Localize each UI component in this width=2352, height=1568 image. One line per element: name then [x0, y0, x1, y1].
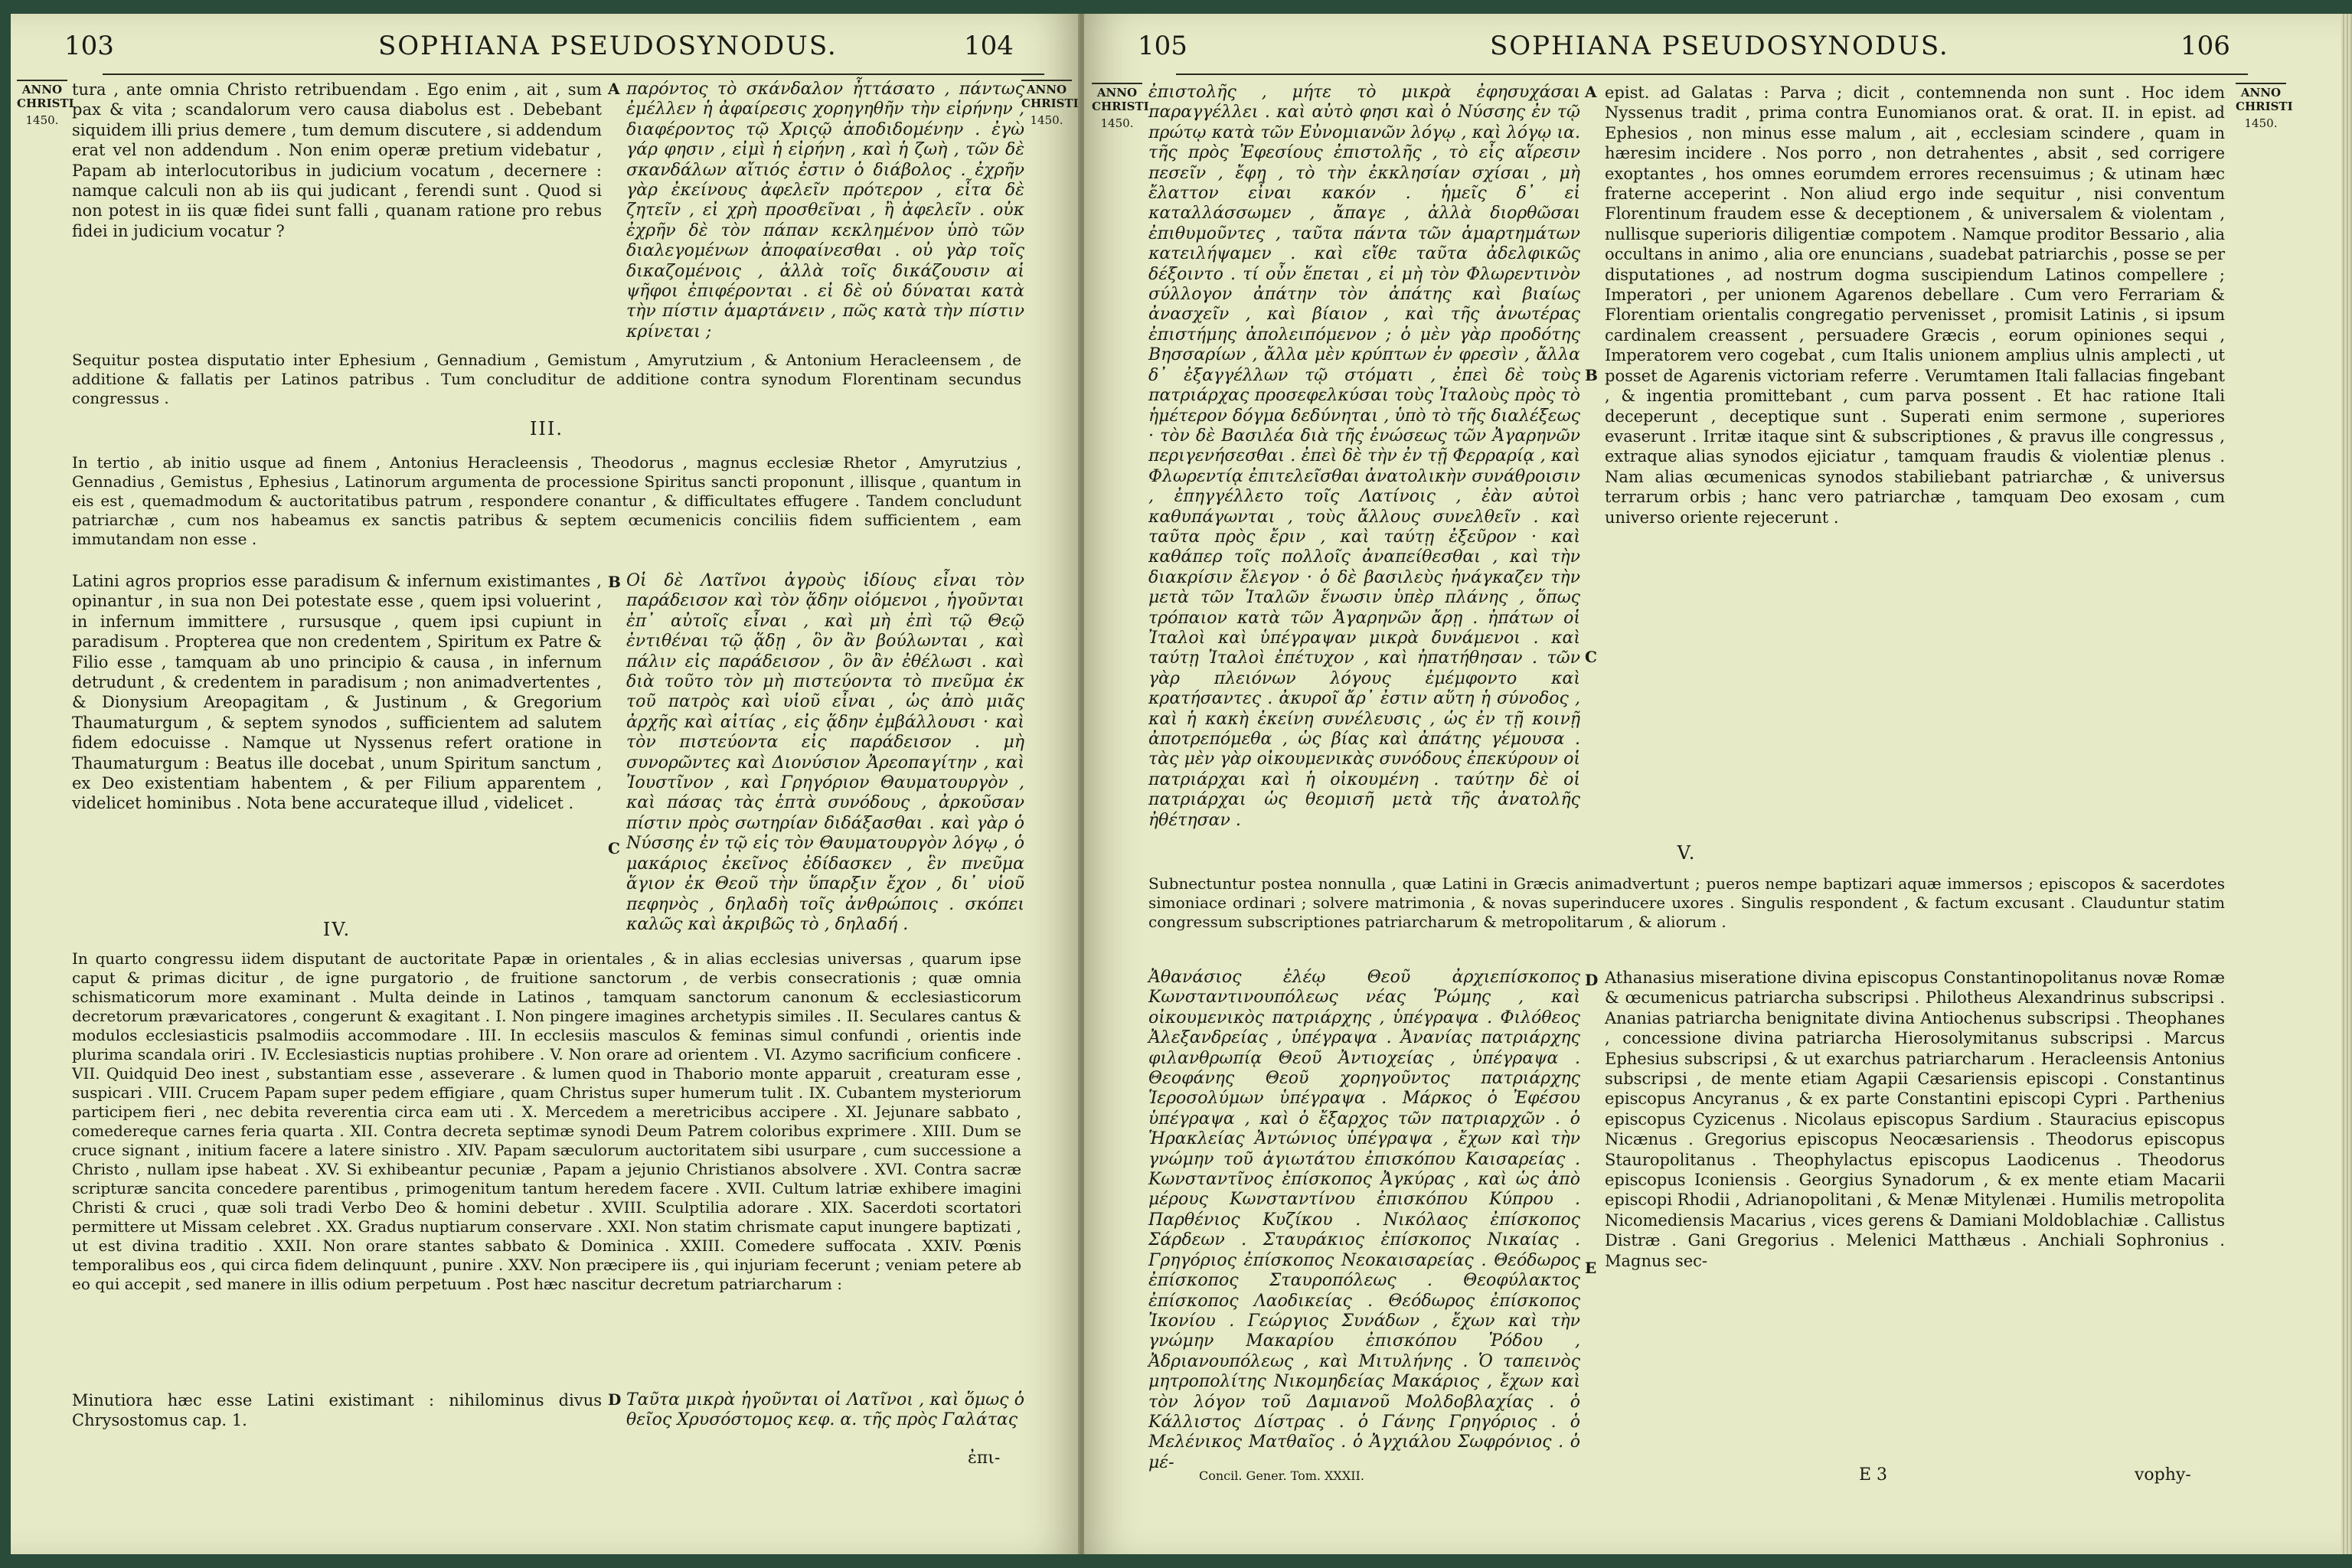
greek-column-top: ἐπιστολῆς , μήτε τὸ μικρὰ ἐφησυχάσαι παραγγέλλει . καὶ αὐτὸ φησι καὶ ὁ Νύσσης ἐν τῷ πρώτῳ κατὰ τῶν Εὐνομιανῶν λόγῳ , καὶ λόγῳ ια. τῆς πρὸς Ἐφεσίους ἐπιστολῆς , τὸ εἶς αἵρεσιν πεσεῖν , ἔφη , τὸ τὴν ἐκκλησίαν σχίσαι , μὴ ἔλαττον εἶναι κακόν . ἡμεῖς δ᾽ εἰ καταλλάσσωμεν , ἄπαγε , ἀλλὰ διορθῶσαι ἐπιθυμοῦντες , ταῦτα πάντα τῶν ἁμαρτημάτων κατειλήψαμεν . καὶ εἴθε ταῦτα ἀδελφικῶς δέξοιντο . τί οὖν ἕπεται , εἰ μὴ τὸν Φλωρεντινὸν σύλλογον ἀπάτην τὸν ἀπάτης καὶ βιαίως ἀνασχεῖν , καὶ βίαιον , καὶ τῆς ἀνωτέρας ἐπιστήμης ἀπολειπόμενον ; ὁ μὲν γὰρ προδότης Βησσαρίων , ἄλλα μὲν κρύπτων ἐν φρεσὶν , ἄλλα δ᾽ ἐξαγγέλλων τῷ στόματι , ἐπεὶ δὲ τοὺς πατριάρχας προσεφελκύσαι τοὺς Ἰταλοὺς πρὸς τὸ ἡμέτερον δόγμα δεδύνηται , ὑπὸ τὸ τῆς διαλέξεως · τὸν δὲ Βασιλέα διὰ τῆς ἑνώσεως τῶν Ἀγαρηνῶν περιγενήσεσθαι . ἐπεὶ δὲ τὴν ἐν τῇ Φερραρίᾳ , καὶ Φλωρεντίᾳ ἐπιτελεῖσθαι ἀνατολικὴν συνάθροισιν , ἐπηγγέλλετο τοῖς Λατίνοις , ἐὰν αὐτοὶ καθυπάγωνται , τοὺς ἄλλους συνελθεῖν . καὶ ταῦτα πρὸς ἔριν , καὶ ταύτῃ ἐξεῦρον · καὶ καθάπερ τοῖς πολλοῖς ἀναπείθεσθαι , καὶ τὴν διακρίσιν ἔλεγον · ὁ δὲ βασιλεὺς ἠνάγκαζεν τὴν μετὰ τῶν Ἰταλῶν ἕνωσιν ὑπὲρ πλάνης , ὅπως τρόπαιον κατὰ τῶν Ἀγαρηνῶν ἄρῃ . ἠπάτων οἱ Ἰταλοὶ καὶ ὑπέγραψαν μικρὰ δυνάμενοι . καὶ ταύτῃ Ἰταλοὶ ἐπέτυχον , καὶ ἠπατήθησαν . τῶν γὰρ πλειόνων λόγους ἐμέμφοντο καὶ κρατήσαντες . ἀκυροῖ ἄρ᾽ ἐστιν αὕτη ἡ σύνοδος , καὶ ἡ κακὴ ἐκείνη συνέλευσις , ὡς ἐν τῇ κοινῇ ἀποτρεπόμεθα , ὡς βίας καὶ ἀπάτης γέμουσα . τὰς μὲν γὰρ οἰκουμενικὰς συνόδους ἐπεκύρουν οἱ πατριάρχαι καὶ ἡ οἰκουμένη . ταύτην δὲ οἱ πατριάρχαι ὡς θεομισῆ μετὰ τῆς ἀνατολῆς ἠθέτησαν . [1148, 83, 1580, 830]
right-page [1084, 14, 2341, 1554]
latin-column-top: epist. ad Galatas : Parva ; dicit , contemnenda non sunt . Hoc idem Nyssenus tradit , prima contra Eunomianos orat. & orat. II. in epist. ad Ephesios , non minus esse malum , ait , ecclesiam scindere , quam in hæresim incidere . Nos porro , non detrahentes , absit , sed corrigere exoptantes , hos omnes eorumdem errores recensuimus ; & utinam hæc fraterne acceperint . Non aliud ergo inde sequitur , nisi conventum Florentinum fraudem esse & deceptionem , & universalem & violentam , nullisque superioris diligentiæ compotem . Namque proditor Bessario , alia occultans in animo , alia ore enuncians , suadebat patriarchis , posse se per disputationes , ad nostrum dogma suscipiendum Latinos compellere ; Imperatori , per unionem Agarenos debellare . Cum vero Ferrariam & Florentiam orientalis congregatio pervenisset , promisit Latinis , si ipsum cardinalem creassent , persuadere Græcis , eorum opiniones sequi , Imperatorem vero cogebat , cum Italis unionem amplius ulnis amplecti , ut posset de Agarenis victoriam referre . Verumtamen Itali fallacias fingebant , & ingentia promittebant , cum parva possent . Et hac ratione Itali deceperunt , deceptique sunt . Superati enim sermone , superiores evaserunt . Irritæ itaque sint & subscriptiones , & pravus ille congressus , extraque alias synodos ejiciatur , tamquam fraudis & violentiæ plenus . Nam alias œcumenicas synodos stabiliebant patriarchæ , & universus terrarum orbis ; hanc vero patriarchæ , tamquam Deo exosam , cum universo oriente rejecerunt . [1605, 83, 2225, 527]
section-heading-iii: III. [529, 418, 564, 439]
summary-fifth-congress: Subnectuntur postea nonnulla , quæ Latini in Græcis animadvertunt ; pueros nempe baptizari aquæ immersos ; episcopos & sacerdotes simoniace ordinari ; solvere matrimonia , & novas superinducere uxores . Singulis respondent , & factum excusant . Clauduntur statim congressum subscriptiones patriarcharum & metropolitarum , & aliorum . [1148, 874, 2225, 931]
page-number-103: 103 [64, 31, 114, 61]
section-heading-v: V. [1677, 842, 1697, 864]
summary-second-congress: Sequitur postea disputatio inter Ephesium , Gennadium , Gemistum , Amyrutzium , & Antonium Heracleensem , de additione & fallatis per Latinos patribus . Tum concluditur de additione contra synodum Florentinam secundus congressus . [72, 351, 1021, 407]
year-margin-right: ANNO CHRISTI 1450. [2236, 83, 2286, 130]
greek-column-bottom: Ταῦτα μικρὰ ἡγοῦνται οἱ Λατῖνοι , καὶ ὅμως ὁ θεῖος Χρυσόστομος κεφ. α. τῆς πρὸς Γαλάτας [626, 1390, 1024, 1430]
section-letter-c: C [608, 839, 620, 858]
greek-catchword: ἐπι- [968, 1449, 1001, 1468]
catchword: vophy- [2135, 1465, 2191, 1485]
latin-column-mid: Latini agros proprios esse paradisum & infernum existimantes , opinantur , in sua non Dei potestate esse , quem ipsi voluerint , in infernum immittere , rursusque , quem ipsi cupiunt in paradisum . Propterea que non credentem , Spiritum ex Patre & Filio esse , tamquam ab uno principio & causa , in infernum detrudunt , & credentem in paradisum ; non animadvertentes , & Dionysium Areopagitam , & Justinum , & Gregorium Thaumaturgum , & septem synodos , sufficientem ad salutem fidem edocuisse . Namque ut Nyssenus refert oratione in Thaumaturgum : Beatus ille docebat , unum Spiritum sanctum , ex Deo existentiam habentem , & per Filium apparentem , videlicet hominibus . Nota bene accurateque illud , videlicet . [72, 572, 602, 813]
right-page-text-area [1084, 14, 2294, 1554]
year-margin-right: ANNO CHRISTI 1450. [1021, 80, 1072, 127]
greek-column-top: παρόντος τὸ σκάνδαλον ἦττάσατο , πάντως ἐμέλλεν ἡ ἀφαίρεσις χορηγηθῆν τὴν εἰρήνην , διαφέροντος τῷ Χριςῷ ἀποδιδομένην . ἐγὼ γάρ φησιν , εἰμὶ ἡ εἰρήνη , καὶ ἡ ζωὴ , τῶν δὲ σκανδάλων αἴτιός ἐστιν ὁ διάβολος . ἐχρῆν γὰρ ἐκείνους ἀφελεῖν πρότερον , εἶτα δὲ ζητεῖν , εἰ χρὴ προσθεῖναι , ἢ ἀφελεῖν . οὐκ ἐχρῆν δὲ τὸν πάπαν κεκλημένον ὑπὸ τῶν διαλεγομένων ἀποφαίνεσθαι . οὐ γὰρ τοῖς δικαζομένοις , ἀλλὰ τοῖς δικάζουσιν αἱ ψῆφοι ἐπιφέρονται . εἰ δὲ οὐ δύναται κατὰ τὴν πίστιν ἁμαρτάνειν , πῶς κατὰ τὴν πίστιν κρίνεται ; [626, 80, 1024, 341]
signature-note: Concil. Gener. Tom. XXXII. [1199, 1468, 1364, 1483]
section-letter-c: C [1585, 648, 1597, 666]
header-rule [103, 74, 1044, 75]
running-header-right: SOPHIANA PSEUDOSYNODUS. [1490, 31, 1949, 61]
latin-subscriptions: Athanasius miseratione divina episcopus Constantinopolitanus novæ Romæ & œcumenicus patriarcha subscripsi . Philotheus Alexandrinus subscripsi . Ananias patriarcha benignitate divina Antiochenus subscripsi . Theophanes , concessione divina patriarcha Hierosolymitanus subscripsi . Marcus Ephesius subscripsi , & ut exarchus patriarcharum . Heracleensis Antonius subscripsi , de mente etiam Agapii Cæsariensis episcopi . Constantinus episcopus Ancyranus , & ex parte Constantini episcopi Cypri . Parthenius episcopus Cyzicenus . Nicolaus episcopus Sardium . Stauracius episcopus Nicænus . Gregorius episcopus Neocæsariensis . Theodorus episcopus Stauropolitanus . Theophylactus episcopus Laodicenus . Theodorus episcopus Iconiensis . Georgius Synadorum , & ex mente etiam Macarii episcopi Rhodii , Adrianopolitani , & Menæ Mitylenæi . Humilis metropolita Nicomediensis Macarius , vices gerens & Damiani Moldoblachiæ . Callistus Distræ . Gani Gregorius . Melenici Matthæus . Anchiali Sophronius . Magnus sec- [1605, 969, 2225, 1270]
section-letter-d: D [1585, 971, 1599, 989]
page-number-104: 104 [964, 31, 1014, 61]
section-letter-b: B [608, 573, 621, 591]
greek-subscriptions: Ἀθανάσιος ἐλέῳ Θεοῦ ἀρχιεπίσκοπος Κωνσταντινουπόλεως νέας Ῥώμης , καὶ οἰκουμενικὸς πατριάρχης , ὑπέγραψα . Φιλόθεος Ἀλεξανδρείας , ὑπέγραψα . Ἀνανίας πατριάρχης φιλανθρωπίᾳ Θεοῦ Ἀντιοχείας , ὑπέγραψα . Θεοφάνης Θεοῦ χορηγοῦντος πατριάρχης Ἱεροσολύμων ὑπέγραψα . Μάρκος ὁ Ἐφέσου ὑπέγραψα , καὶ ὁ ἔξαρχος τῶν πατριαρχῶν . ὁ Ἡρακλείας Ἀντώνιος ὑπέγραψα , ἔχων καὶ τὴν γνώμην τοῦ ἁγιωτάτου ἐπισκόπου Καισαρείας . Κωνσταντῖνος ἐπίσκοπος Ἀγκύρας , καὶ ὡς ἀπὸ μέρους Κωνσταντίνου ἐπισκόπου Κύπρου . Παρθένιος Κυζίκου . Νικόλαος ἐπίσκοπος Σάρδεων . Σταυράκιος ἐπίσκοπος Νικαίας . Γρηγόριος ἐπίσκοπος Νεοκαισαρείας . Θεόδωρος ἐπίσκοπος Σταυροπόλεως . Θεοφύλακτος ἐπίσκοπος Λαοδικείας . Θεόδωρος ἐπίσκοπος Ἰκονίου . Γεώργιος Συνάδων , ἔχων καὶ τὴν γνώμην Μακαρίου ἐπισκόπου Ῥόδου , Ἀδριανουπόλεως , καὶ Μιτυλήνης . Ὁ ταπεινὸς μητροπολίτης Νικομηδείας Μακάριος , ἔχων καὶ τὸν λόγον τοῦ Δαμιανοῦ Μολδοβλαχίας . ὁ Κάλλιστος Δίστρας . ὁ Γάνης Γρηγόριος . ὁ Μελένικος Ματθαῖος . ὁ Ἀγχιάλου Σωφρόνιος . ὁ μέ- [1148, 968, 1580, 1472]
section-heading-iv: IV. [322, 919, 351, 940]
section-letter-b: B [1585, 366, 1598, 384]
latin-column-bottom: Minutiora hæc esse Latini existimant : nihilominus divus Chrysostomus cap. 1. [72, 1391, 602, 1430]
page-number-106: 106 [2180, 31, 2230, 61]
section-letter-d: D [608, 1390, 622, 1409]
year-margin-left: ANNO CHRISTI 1450. [17, 80, 67, 127]
greek-column-mid: Οἱ δὲ Λατῖνοι ἀγροὺς ἰδίους εἶναι τὸν παράδεισον καὶ τὸν ᾅδην οἰόμενοι , ἡγοῦνται ἐπ᾽ αὐτοῖς εἶναι , καὶ μὴ ἐπὶ τῷ Θεῷ ἐντιθέναι τῷ ᾅδῃ , ὃν ἂν βούλωνται , καὶ πάλιν εἰς παράδεισον , ὃν ἂν ἐθέλωσι . καὶ διὰ τοῦτο τὸν μὴ πιστεύοντα τὸ πνεῦμα ἐκ τοῦ πατρὸς καὶ υἱοῦ εἶναι , ὡς ἀπὸ μιᾶς ἀρχῆς καὶ αἰτίας , εἰς ᾅδην ἐμβάλλουσι · καὶ τὸν πιστεύοντα εἰς παράδεισον . μὴ συνορῶντες καὶ Διονύσιον Ἀρεοπαγίτην , καὶ Ἰουστῖνον , καὶ Γρηγόριον Θαυματουργὸν , καὶ πάσας τὰς ἑπτὰ συνόδους , ἀρκοῦσαν πίστιν πρὸς σωτηρίαν διδάξασθαι . καὶ γὰρ ὁ Νύσσης ἐν τῷ εἰς τὸν Θαυματουργὸν λόγῳ , ὁ μακάριος ἐκεῖνος ἐδίδασκεν , ἓν πνεῦμα ἅγιον ἐκ Θεοῦ τὴν ὕπαρξιν ἔχον , δι᾽ υἱοῦ πεφηνὸς , δηλαδὴ τοῖς ἀνθρώποις . σκόπει καλῶς καὶ ἀκριβῶς τὸ , δηλαδή . [626, 571, 1024, 934]
latin-column-top: tura , ante omnia Christo retribuendam . Ego enim , ait , sum pax & vita ; scandalorum vero causa diabolus est . Debebant siquidem illi prius demere , tum demum discutere , si addendum erat vel non addendum . Non enim operæ pretium videbatur , Papam ab interlocutoribus in judicium vocatum , decernere : namque calculi non ab iis qui judicant , ferendi sunt . Quod si non potest in iis quæ fidei sunt falli , quanam ratione pro rebus fidei in judicium vocatur ? [72, 80, 602, 240]
summary-fourth-congress: In quarto congressu iidem disputant de auctoritate Papæ in orientales , & in alias ecclesias universas , quarum ipse caput & primas dicitur , de igne purgatorio , de fruitione sanctorum , de verbis consecrationis ; quæ omnia schismaticorum more examinant . Multa deinde in Latinos , tamquam sanctorum canonum & ecclesiasticorum decretorum prævaricatores , congerunt & exagitant . I. Non pingere imagines archetypis similes . II. Seculares cantus & modulos ecclesiasticis psalmodiis accommodare . III. In ecclesiis masculos & feminas simul confundi , orientis inde plurima scandala oriri . IV. Ecclesiasticis nuptias prohibere . V. Non orare ad orientem . VI. Azymo sacrificium conficere . VII. Quidquid Deo inest , substantiam esse , asseverare . & lumen quod in Thaborio monte apparuit , creaturam esse , suspicari . VIII. Crucem Papam super pedem effigiare , quam Christus super humerum tulit . IX. Cubantem mysteriorum participem fieri , nec debita reverentia circa eam uti . X. Mercedem a meretricibus accipere . XI. Jejunare sabbato , comedereque carnes feria quarta . XII. Contra decreta septimæ synodi Deum Patrem coloribus exprimere . XIII. Dum se cruce signant , initium facere a latere sinistro . XIV. Papam sæculorum auctoritatem sibi usurpare , cum successione a Christo , nullam ipse habeat . XV. Si exhibeantur pecuniæ , Papam a jejunio Christianos absolvere . XVI. Contra sacræ scripturæ sancita concedere parentibus , primogenitum tantum heredem facere . XVII. Cultum latriæ exhibere imagini Christi & cruci , quæ soli tradi Verbo Deo & homini debetur . XVIII. Sculptilia adorare . XIX. Sacerdoti scortatori permittere ut Missam celebret . XX. Gradus nuptiarum conservare . XXI. Non statim chrismate caput inungere baptizati , ut est divina traditio . XXII. Non orare stantes sabbato & Dominica . XXIII. Comedere suffocata . XXIV. Pœnis temporalibus eos , qui circa fidem delinquunt , punire . XXV. Non præcipere iis , qui injuriam fecerunt ; veniam petere ab eo qui accepit , sed manere in illis odium perpetuum . Post hæc nascitur decretum patriarcharum : [72, 949, 1021, 1293]
summary-third-congress: In tertio , ab initio usque ad finem , Antonius Heracleensis , Theodorus , magnus ecclesiæ Rhetor , Amyrutzius , Gennadius , Gemistus , Ephesius , Latinorum argumenta de processione Spiritus sancti proponunt , illisque , quantum in eis est , quemadmodum & auctoritatibus patrum , respondere conantur , & difficultates effugere . Tandem concludunt patriarchæ , cum nos habeamus ex sanctis patribus & septem œcumenicis conciliis fidem sufficientem , eam immutandam non esse . [72, 453, 1021, 548]
header-rule [1176, 74, 2248, 75]
signature-mark: E 3 [1859, 1465, 1888, 1485]
page-number-105: 105 [1138, 31, 1187, 61]
section-letter-a: A [1585, 83, 1597, 101]
section-letter-e: E [1585, 1259, 1597, 1277]
section-letter-a: A [608, 80, 620, 98]
left-page [11, 14, 1078, 1554]
year-margin-left: ANNO CHRISTI 1450. [1092, 83, 1142, 130]
running-header-left: SOPHIANA PSEUDOSYNODUS. [378, 31, 838, 61]
